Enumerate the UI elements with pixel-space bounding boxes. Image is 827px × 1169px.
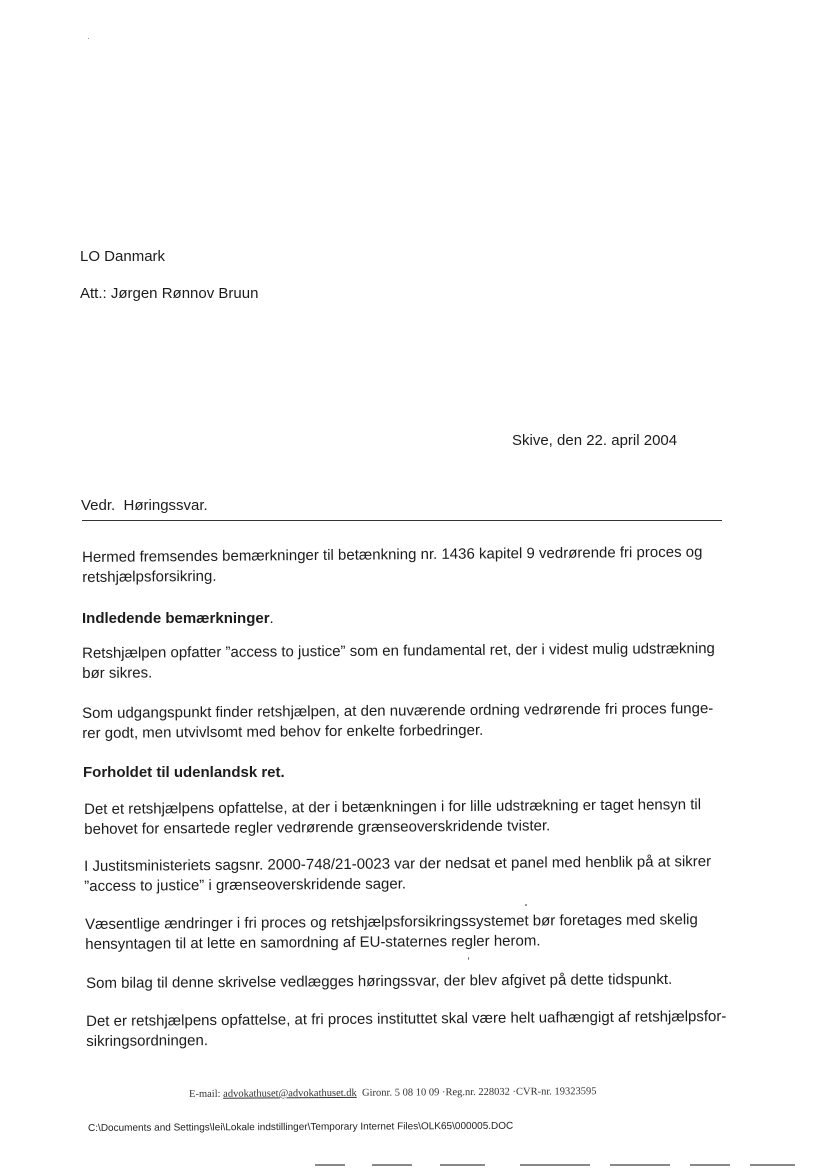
paragraph-vaesentlige-aendringer xyxy=(85,910,755,955)
scan-edge-mark xyxy=(750,1164,795,1166)
scan-edge-mark xyxy=(315,1164,345,1166)
paragraph-ensartede-regler xyxy=(84,795,754,840)
scan-edge-mark xyxy=(610,1164,670,1166)
paragraph-line: I Justitsministeriets sagsnr. 2000-748/21-0023 var der nedsat et panel med henblik på at sikrer xyxy=(84,853,712,875)
paragraph-justitsministeriet xyxy=(84,852,754,897)
scan-edge-mark xyxy=(440,1164,485,1166)
section-heading-udenlandsk-ret: Forholdet til udenlandsk ret. xyxy=(83,764,285,781)
scan-edge-mark xyxy=(690,1164,730,1166)
paragraph-line: Retshjælpen opfatter ”access to justice” som en fundamental ret, der i videst mulig udstrækning xyxy=(82,640,715,662)
paragraph-uafhaengighed xyxy=(86,1007,756,1052)
paragraph-udgangspunkt xyxy=(82,699,752,744)
paragraph-line: rer godt, men utvivlsomt med behov for enkelte forbedringer. xyxy=(82,721,484,742)
paragraph-line: bør sikres. xyxy=(82,664,153,682)
subject-underline xyxy=(82,520,722,521)
place-date: Skive, den 22. april 2004 xyxy=(512,432,678,449)
email-label: E-mail: xyxy=(189,1088,221,1100)
scan-speck xyxy=(525,904,527,906)
scan-edge-mark xyxy=(520,1164,590,1166)
cvr-number: ·CVR-nr. 19323595 xyxy=(512,1086,597,1098)
scan-edge-mark xyxy=(372,1164,412,1166)
paragraph-line: sikringsordningen. xyxy=(86,1032,209,1050)
paragraph-line: Væsentlige ændringer i fri proces og retshjælpsforsikringssystemet bør foretages med skelig xyxy=(85,911,698,933)
recipient-name: LO Danmark xyxy=(80,248,166,265)
paragraph-line: Som udgangspunkt finder retshjælpen, at den nuværende ordning vedrørende fri proces funge- xyxy=(82,700,714,722)
heading-dot: . xyxy=(269,610,274,627)
paragraph-line: Det er retshjælpens opfattelse, at fri proces instituttet skal være helt uafhængigt af retshjælpsfor- xyxy=(86,1007,727,1030)
recipient-attention: Att.: Jørgen Rønnov Bruun xyxy=(80,285,259,302)
paragraph-line: Det et retshjælpens opfattelse, at der i betænkningen i for lille udstrækning er taget hensyn til xyxy=(84,796,702,818)
intro-line-2: retshjælpsforsikring. xyxy=(82,567,217,586)
heading-text: Indledende bemærkninger xyxy=(82,610,270,627)
paragraph-line: hensyntagen til at lette en samordning af EU-staternes regler herom. xyxy=(85,932,541,953)
intro-line-1: Hermed fremsendes bemærkninger til betænkning nr. 1436 kapitel 9 vedrørende fri proces og xyxy=(82,543,703,566)
letterhead-footer xyxy=(189,1086,597,1100)
giro-number: Gironr. 5 08 10 09 xyxy=(361,1087,440,1099)
subject-line: Vedr. Høringssvar. xyxy=(81,497,208,514)
email-link[interactable]: advokathuset@advokathuset.dk xyxy=(223,1087,357,1100)
paragraph-line: behovet for ensartede regler vedrørende grænseoverskridende tvister. xyxy=(84,817,551,838)
paragraph-line: ”access to justice” i grænseoverskridende sager. xyxy=(84,875,407,895)
file-path: C:\Documents and Settings\lei\Lokale indstillinger\Temporary Internet Files\OLK65\000005.DOC xyxy=(88,1120,514,1134)
reg-number: ·Reg.nr. 228032 xyxy=(441,1086,510,1099)
section-heading-indledende xyxy=(82,609,274,629)
scan-speck xyxy=(88,38,89,39)
intro-paragraph xyxy=(82,542,752,588)
paragraph-bilag: Som bilag til denne skrivelse vedlægges høringssvar, der blev afgivet på dette tidspunkt. xyxy=(86,970,673,992)
paragraph-access-to-justice xyxy=(82,639,752,684)
scan-speck xyxy=(468,957,469,960)
